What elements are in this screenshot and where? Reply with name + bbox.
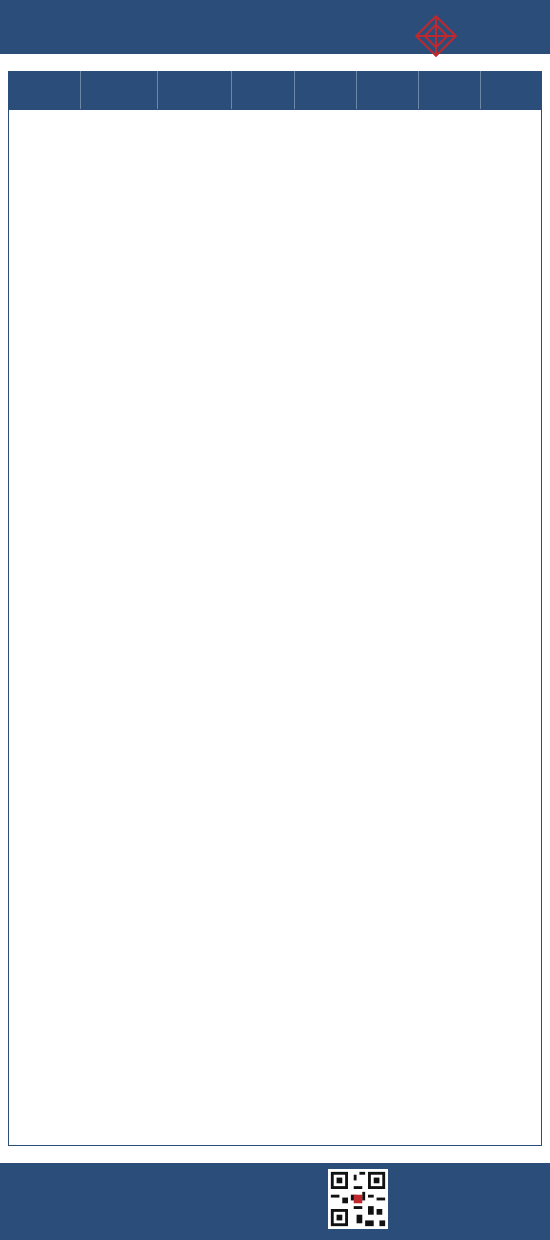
footer-credits <box>76 1148 118 1158</box>
col-foreign-minor <box>418 71 480 109</box>
col-foreign-major <box>356 71 418 109</box>
table-header <box>8 71 542 109</box>
header-bar <box>0 0 550 54</box>
col-focus-level <box>480 71 542 109</box>
col-domestic-minor <box>294 71 356 109</box>
col-strategy <box>157 71 231 109</box>
col-domestic-major <box>231 71 294 109</box>
hot-varieties-table <box>8 109 542 1146</box>
qr-code-icon <box>328 1169 388 1229</box>
col-sector <box>8 71 80 109</box>
zhongtian-logo-icon <box>414 14 458 58</box>
col-variety <box>80 71 157 109</box>
disclaimer-bar <box>0 1163 550 1240</box>
